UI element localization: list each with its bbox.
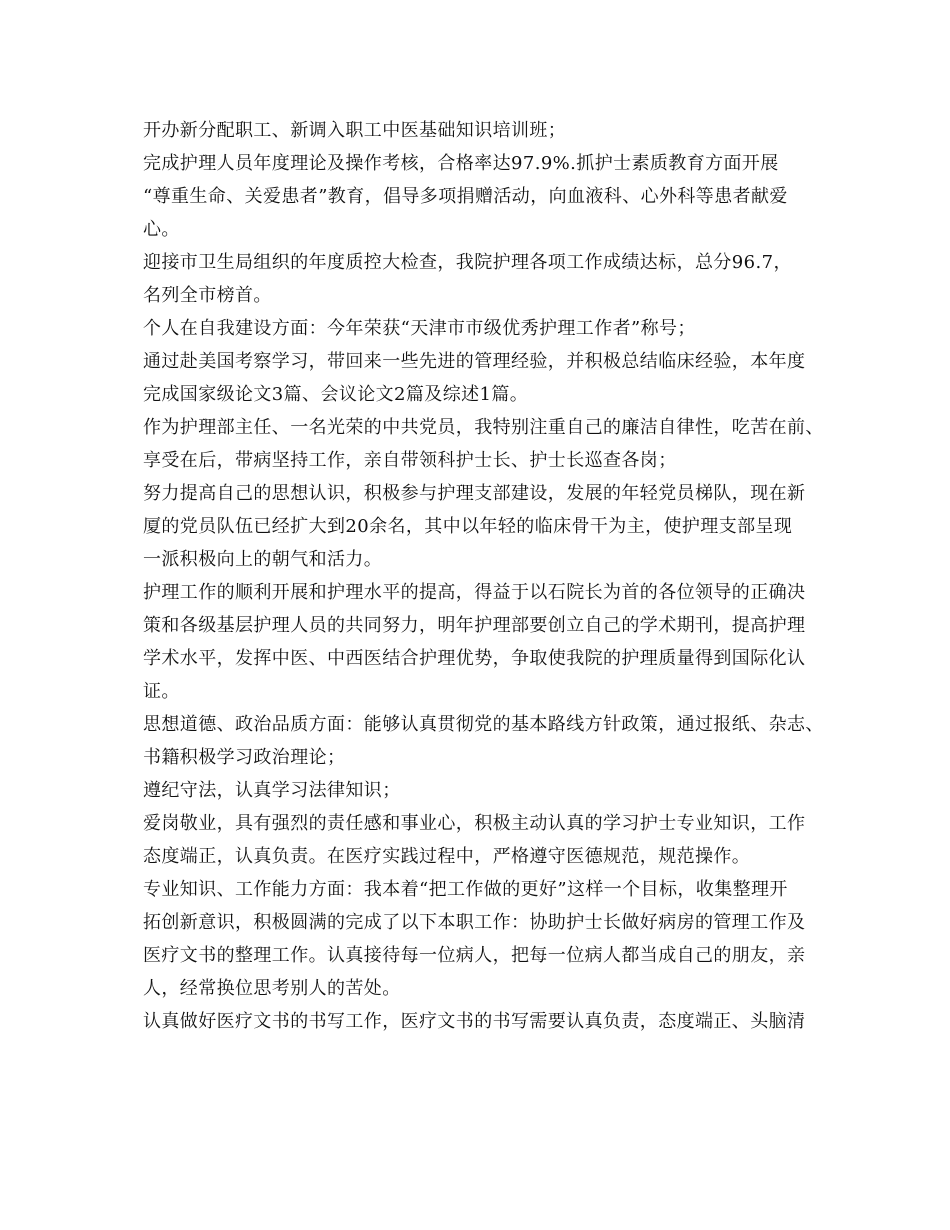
text-line: “尊重生命、关爱患者”教育，倡导多项捐赠活动，向血液科、心外科等患者献爱 <box>143 186 788 207</box>
text-line: 策和各级基层护理人员的共同努力，明年护理部要创立自己的学术期刊，提高护理 <box>143 615 806 636</box>
text-line: 通过赴美国考察学习，带回来一些先进的管理经验，并积极总结临床经验，本年度 <box>143 351 806 372</box>
text-line: 开办新分配职工、新调入职工中医基础知识培训班； <box>143 120 567 141</box>
text-line: 作为护理部主任、一名光荣的中共党员，我特别注重自己的廉洁自律性，吃苦在前、 <box>143 417 824 438</box>
text-line: 拓创新意识，积极圆满的完成了以下本职工作：协助护士长做好病房的管理工作及 <box>143 912 806 933</box>
text-line: 护理工作的顺利开展和护理水平的提高，得益于以石院长为首的各位领导的正确决 <box>143 582 806 603</box>
text-line: 遵纪守法，认真学习法律知识； <box>143 780 401 801</box>
text-line: 完成护理人员年度理论及操作考核，合格率达97.9%.抓护士素质教育方面开展 <box>143 153 779 174</box>
text-line: 人，经常换位思考别人的苦处。 <box>143 978 401 999</box>
text-line: 态度端正，认真负责。在医疗实践过程中，严格遵守医德规范，规范操作。 <box>143 846 751 867</box>
text-line: 努力提高自己的思想认识，积极参与护理支部建设，发展的年轻党员梯队，现在新 <box>143 483 806 504</box>
text-line: 爱岗敬业，具有强烈的责任感和事业心，积极主动认真的学习护士专业知识，工作 <box>143 813 806 834</box>
text-line: 学术水平，发挥中医、中西医结合护理优势，争取使我院的护理质量得到国际化认 <box>143 648 806 669</box>
text-line: 名列全市榜首。 <box>143 285 272 306</box>
text-line: 思想道德、政治品质方面：能够认真贯彻党的基本路线方针政策，通过报纸、杂志、 <box>143 714 824 735</box>
text-line: 完成国家级论文3篇、会议论文2篇及综述1篇。 <box>143 384 529 405</box>
text-line: 医疗文书的整理工作。认真接待每一位病人，把每一位病人都当成自己的朋友，亲 <box>143 945 806 966</box>
document-body <box>143 114 828 1038</box>
text-line: 书籍积极学习政治理论； <box>143 747 346 768</box>
text-line: 迎接市卫生局组织的年度质控大检查，我院护理各项工作成绩达标，总分96.7， <box>143 252 792 273</box>
text-line: 厦的党员队伍已经扩大到20余名，其中以年轻的临床骨干为主，使护理支部呈现 <box>143 516 793 537</box>
text-line: 享受在后，带病坚持工作，亲自带领科护士长、护士长巡查各岗； <box>143 450 677 471</box>
text-line: 心。 <box>143 219 180 240</box>
text-line: 证。 <box>143 681 180 702</box>
text-line: 一派积极向上的朝气和活力。 <box>143 549 383 570</box>
text-line: 个人在自我建设方面：今年荣获“天津市市级优秀护理工作者”称号； <box>143 318 696 339</box>
text-line: 专业知识、工作能力方面：我本着“把工作做的更好”这样一个目标，收集整理开 <box>143 879 788 900</box>
text-line: 认真做好医疗文书的书写工作，医疗文书的书写需要认真负责，态度端正、头脑清 <box>143 1011 806 1032</box>
